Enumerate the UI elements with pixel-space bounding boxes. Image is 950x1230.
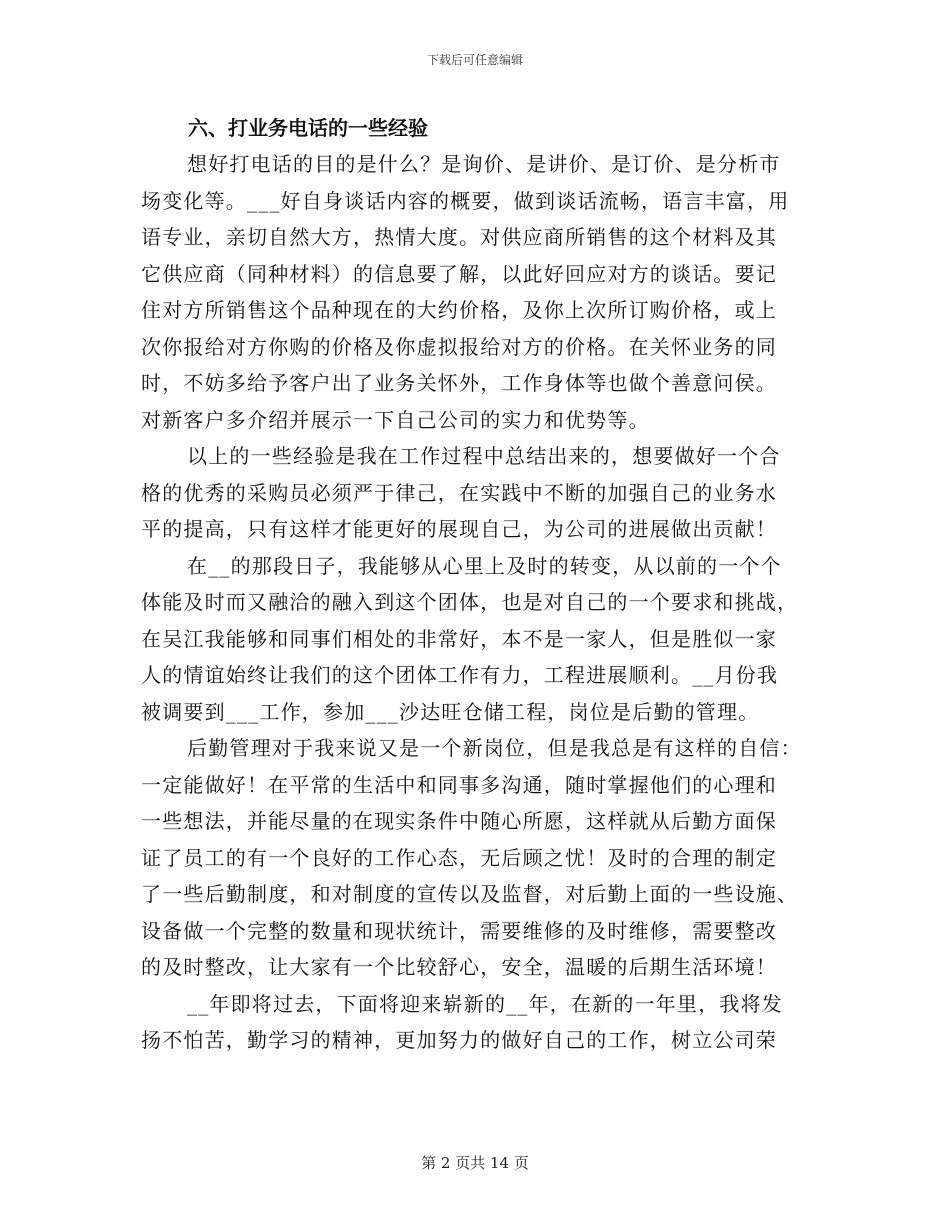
text-line: 它供应商（同种材料）的信息要了解，以此好回应对方的谈话。要记 [141, 261, 777, 286]
text-line: 设备做一个完整的数量和现状统计，需要维修的及时维修，需要整改 [141, 918, 777, 943]
section-heading: 六、打业务电话的一些经验 [188, 116, 428, 140]
paragraph [141, 438, 803, 548]
text-line: 语专业，亲切自然大方，热情大度。对供应商所销售的这个材料及其 [141, 225, 777, 249]
paragraph-container [141, 146, 803, 1059]
document-body [141, 110, 803, 1059]
text-line: 在吴江我能够和同事们相处的非常好，本不是一家人，但是胜似一家 [141, 626, 777, 651]
paragraph [141, 986, 803, 1059]
text-line: 一些想法，并能尽量的在现实条件中随心所愿，这样就从后勤方面保 [141, 809, 777, 833]
text-line: 后勤管理对于我来说又是一个新岗位，但是我总是有这样的自信： [187, 736, 802, 760]
text-line: 人的情谊始终让我们的这个团体工作有力，工程进展顺利。__月份我 [141, 663, 779, 687]
text-line: 在__的那段日子，我能够从心里上及时的转变，从以前的一个个 [187, 553, 782, 578]
paragraph [141, 730, 803, 986]
text-line: 以上的一些经验是我在工作过程中总结出来的，想要做好一个合 [187, 444, 781, 468]
text-line: 对新客户多介绍并展示一下自己公司的实力和优势等。 [141, 407, 650, 432]
text-line: 了一些后勤制度，和对制度的宣传以及监督，对后勤上面的一些设施、 [141, 882, 799, 906]
text-line: 想好打电话的目的是什么？是询价、是讲价、是订价、是分析市 [187, 152, 781, 176]
text-line: 格的优秀的采购员必须严于律己，在实践中不断的加强自己的业务水 [141, 480, 777, 505]
paragraph [141, 146, 803, 438]
page-number: 第 2 页共 14 页 [421, 1154, 529, 1172]
page-header: 下载后可任意编辑 [426, 53, 523, 67]
text-line: __年即将过去，下面将迎来崭新的__年，在新的一年里，我将发 [187, 991, 783, 1016]
text-line: 证了员工的有一个良好的工作心态，无后顾之忧！及时的合理的制定 [141, 845, 777, 870]
paragraph [141, 548, 803, 731]
text-line: 平的提高，只有这样才能更好的展现自己，为公司的进展做出贡献！ [141, 517, 777, 541]
text-line: 场变化等。___好自身谈话内容的概要，做到谈话流畅，语言丰富，用 [141, 188, 790, 213]
text-line: 体能及时而又融洽的融入到这个团体，也是对自己的一个要求和挑战， [141, 590, 799, 614]
text-line: 一定能做好！在平常的生活中和同事多沟通，随时掌握他们的心理和 [141, 772, 777, 797]
text-line: 住对方所销售这个品种现在的大约价格，及你上次所订购价格，或上 [141, 298, 777, 322]
text-line: 时，不妨多给予客户出了业务关怀外，工作身体等也做个善意问侯。 [141, 371, 777, 395]
text-line: 次你报给对方你购的价格及你虚拟报给对方的价格。在关怀业务的同 [141, 334, 777, 359]
text-line: 被调要到___工作，参加___沙达旺仓储工程，岗位是后勤的管理。 [141, 699, 760, 724]
text-line: 的及时整改，让大家有一个比较舒心，安全，温暖的后期生活环境！ [141, 955, 777, 979]
text-line: 扬不怕苦，勤学习的精神，更加努力的做好自己的工作，树立公司荣 [141, 1028, 777, 1052]
